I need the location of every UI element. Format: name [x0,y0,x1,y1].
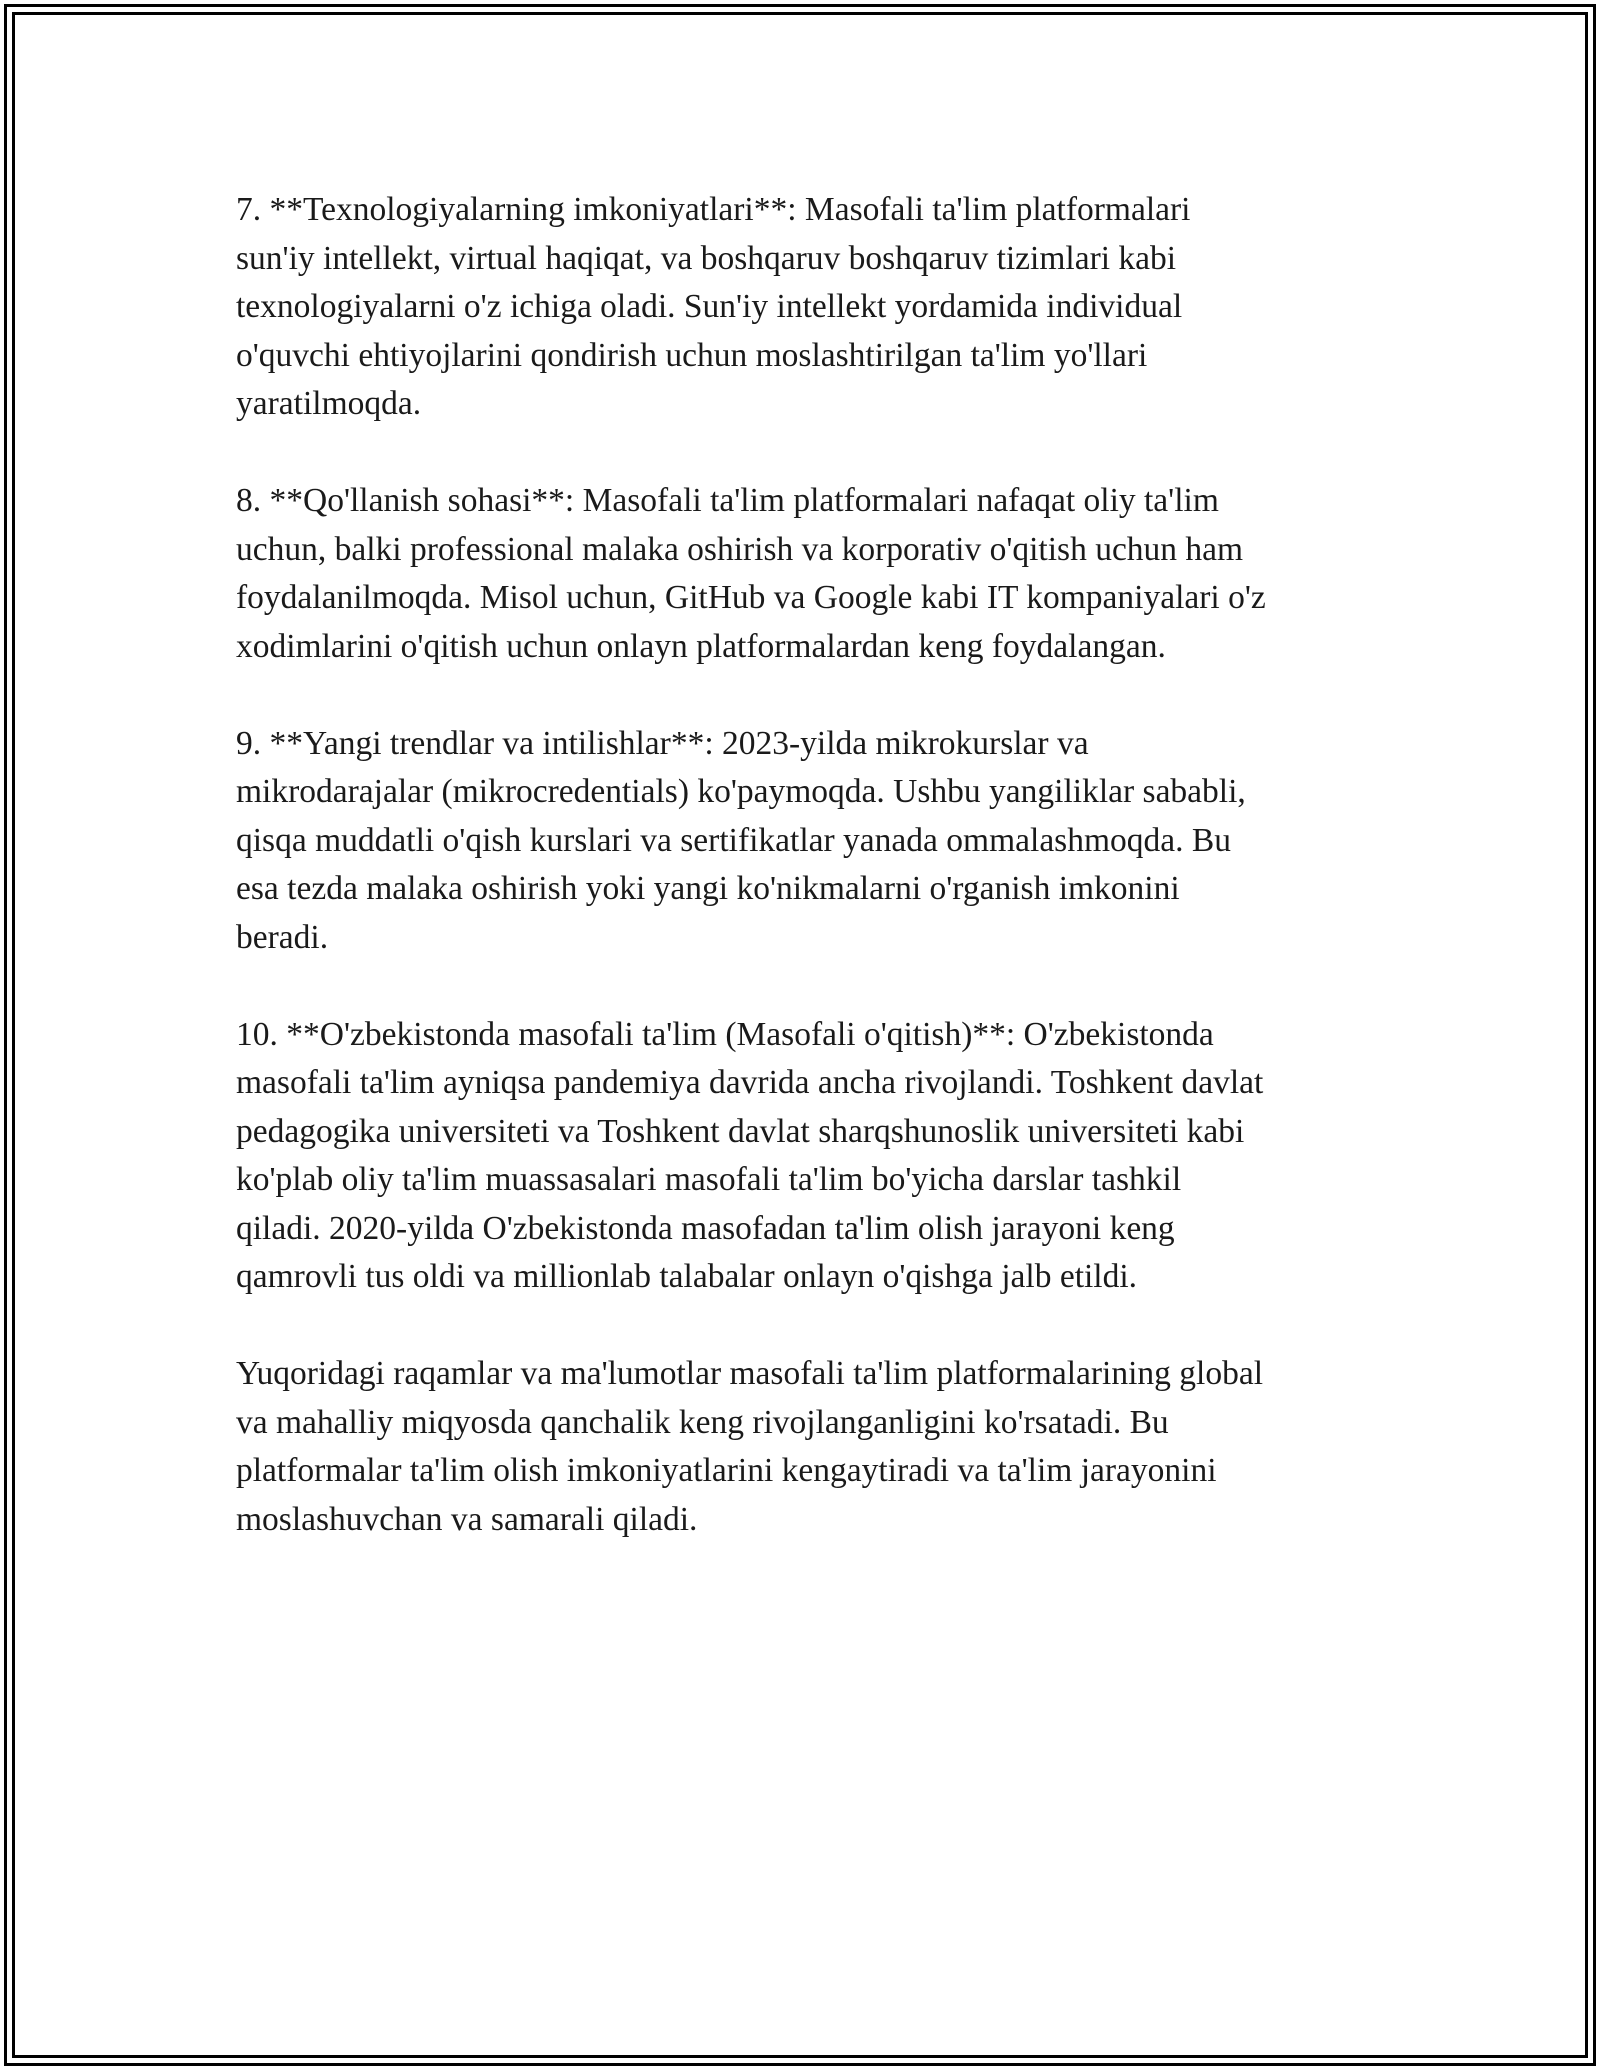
paragraph-application-area [236,477,1386,671]
text-line: 9. **Yangi trendlar va intilishlar**: 2023-yilda mikrokurslar va [236,724,1089,762]
text-line: qiladi. 2020-yilda O'zbekistonda masofadan ta'lim olish jarayoni keng [236,1209,1175,1247]
text-line: 8. **Qo'llanish sohasi**: Masofali ta'lim platformalari nafaqat oliy ta'lim [236,482,1219,519]
text-line: platformalar ta'lim olish imkoniyatlarini kengaytiradi va ta'lim jarayonini [236,1452,1217,1489]
text-line: moslashuvchan va samarali qiladi. [236,1500,698,1538]
text-line: 7. **Texnologiyalarning imkoniyatlari**: Masofali ta'lim platformalari [236,191,1191,228]
text-line: foydalanilmoqda. Misol uchun, GitHub va Google kabi IT kompaniyalari o'z [236,579,1266,616]
text-line: yaratilmoqda. [236,385,422,422]
text-line: mikrodarajalar (mikrocredentials) ko'paymoqda. Ushbu yangiliklar sababli, [236,773,1246,810]
text-line: 10. **O'zbekistonda masofali ta'lim (Masofali o'qitish)**: O'zbekistonda [236,1015,1214,1053]
text-line: texnologiyalarni o'z ichiga oladi. Sun'iy intellekt yordamida individual [236,288,1183,325]
paragraph-new-trends [236,720,1386,963]
document-body [236,186,1386,1593]
text-line: pedagogika universiteti va Toshkent davlat sharqshunoslik universiteti kabi [236,1112,1245,1150]
paragraph-technology-capabilities [236,186,1386,429]
text-line: xodimlarini o'qitish uchun onlayn platformalardan keng foydalangan. [236,627,1166,665]
text-line: qamrovli tus oldi va millionlab talabalar onlayn o'qishga jalb etildi. [236,1258,1138,1295]
text-line: o'quvchi ehtiyojlarini qondirish uchun moslashtirilgan ta'lim yo'llari [236,336,1148,374]
text-line: Yuqoridagi raqamlar va ma'lumotlar masofali ta'lim platformalarining global [236,1355,1264,1392]
text-line: va mahalliy miqyosda qanchalik keng rivojlanganligini ko'rsatadi. Bu [236,1403,1169,1441]
text-line: qisqa muddatli o'qish kurslari va sertifikatlar yanada ommalashmoqda. Bu [236,821,1231,859]
text-line: masofali ta'lim ayniqsa pandemiya davrida ancha rivojlandi. Toshkent davlat [236,1064,1264,1101]
text-line: esa tezda malaka oshirish yoki yangi ko'nikmalarni o'rganish imkonini [236,870,1180,907]
text-line: uchun, balki professional malaka oshirish va korporativ o'qitish uchun ham [236,530,1244,568]
paragraph-conclusion [236,1350,1386,1544]
paragraph-uzbekistan-distance-learning [236,1011,1386,1302]
text-line: beradi. [236,918,329,956]
text-line: sun'iy intellekt, virtual haqiqat, va boshqaruv boshqaruv tizimlari kabi [236,239,1177,277]
text-line: ko'plab oliy ta'lim muassasalari masofali ta'lim bo'yicha darslar tashkil [236,1161,1182,1198]
